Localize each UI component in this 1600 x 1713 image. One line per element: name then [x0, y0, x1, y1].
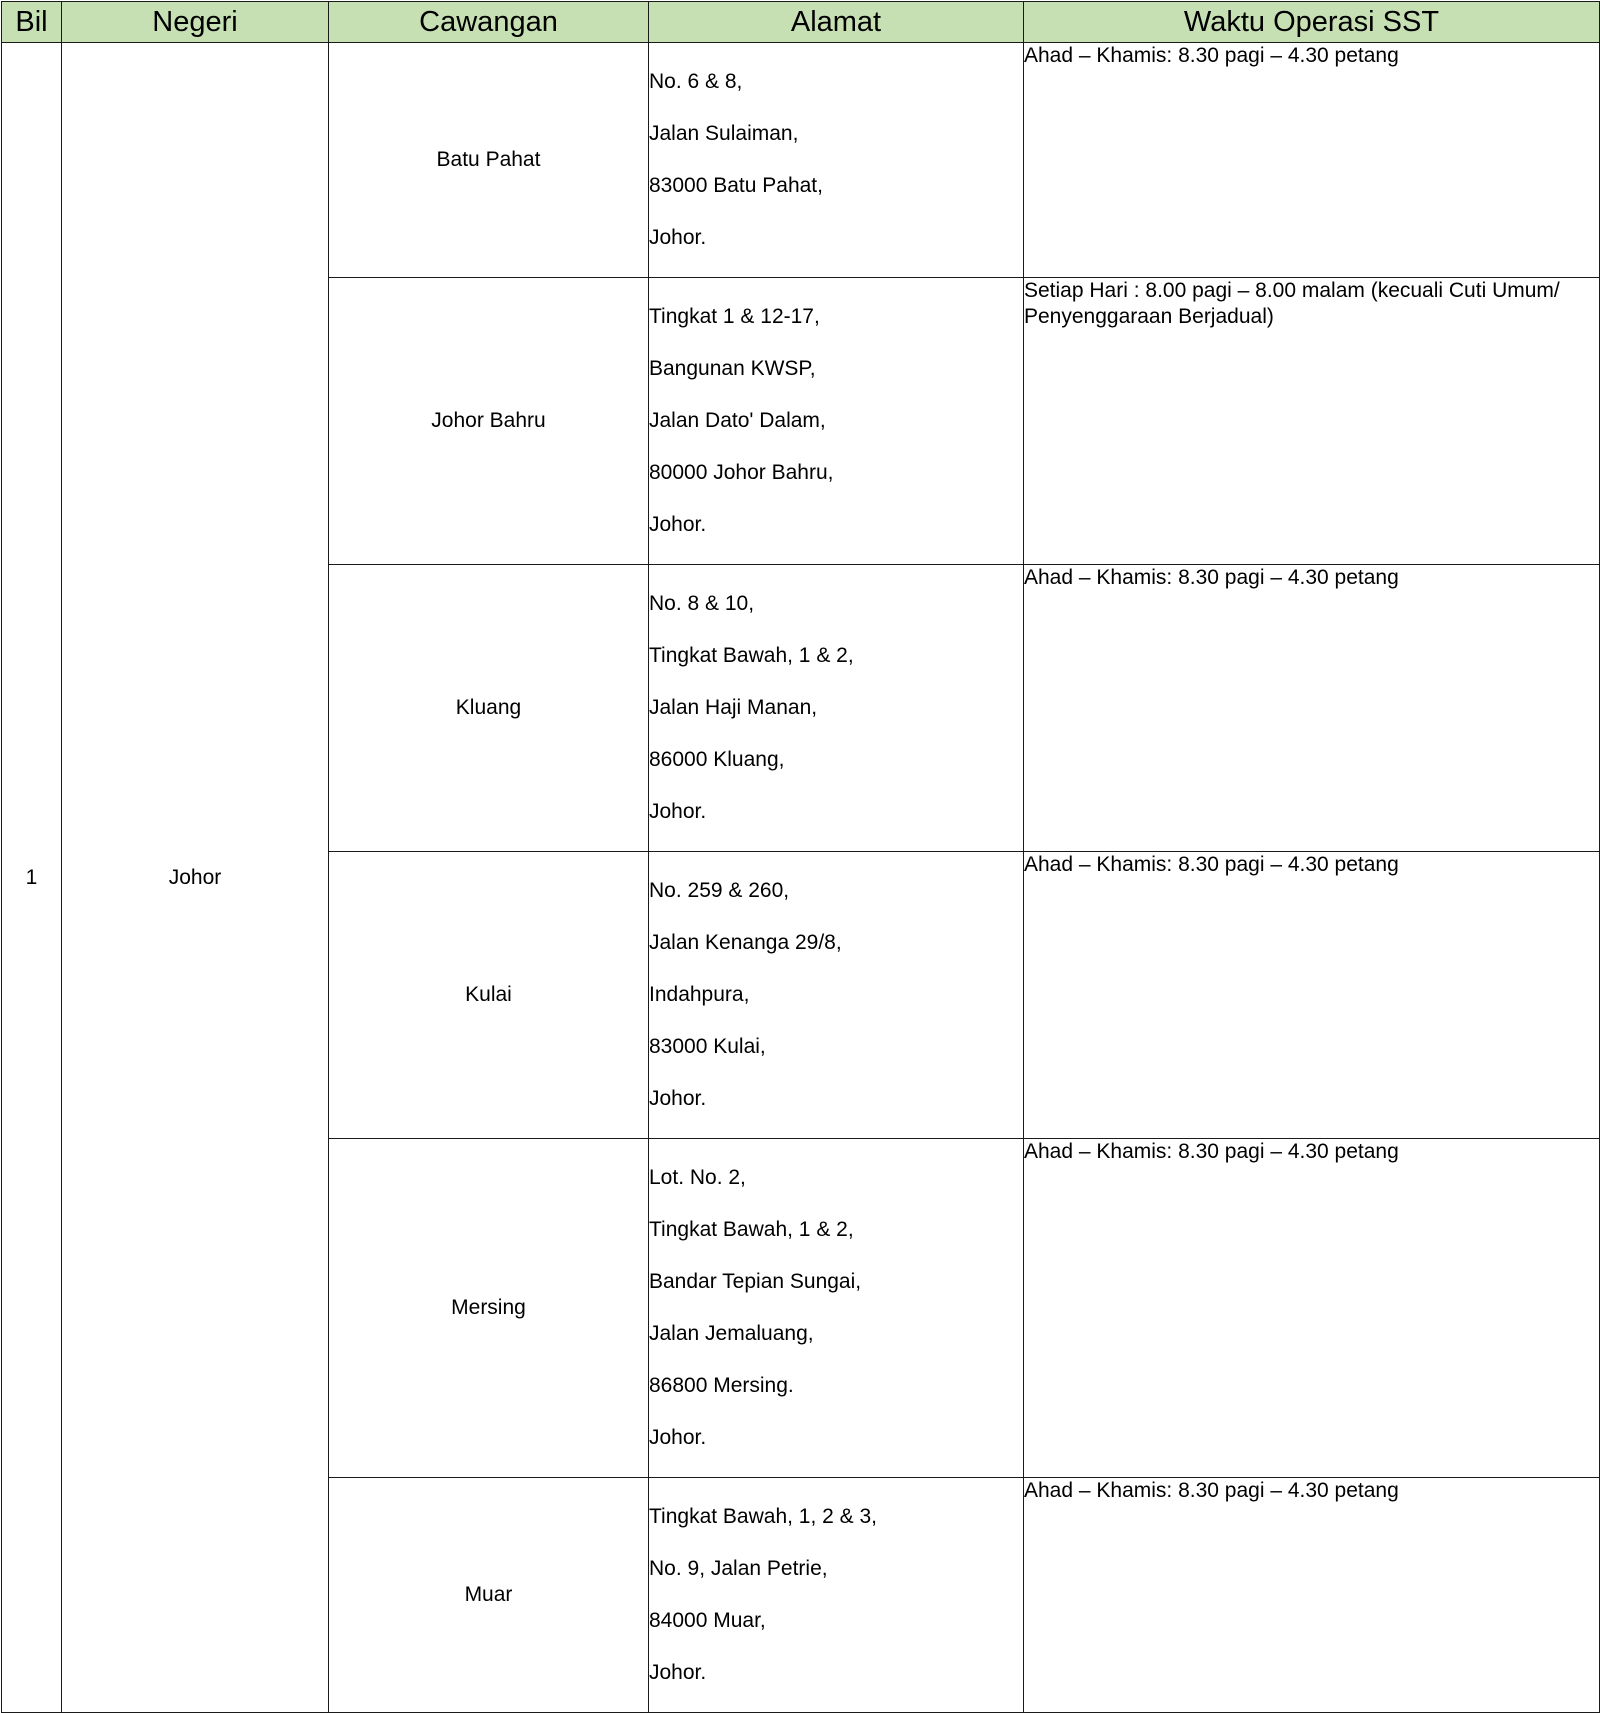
cell-cawangan: Muar: [329, 1478, 649, 1713]
cell-waktu-operasi: Ahad – Khamis: 8.30 pagi – 4.30 petang: [1024, 852, 1600, 1139]
address-line: No. 8 & 10,: [649, 592, 755, 615]
cell-alamat: [649, 852, 1024, 1139]
address-line: Tingkat Bawah, 1 & 2,: [649, 644, 854, 667]
address-line: No. 6 & 8,: [649, 70, 743, 93]
address-line: 84000 Muar,: [649, 1609, 766, 1632]
address-line: Johor.: [649, 1087, 707, 1110]
address-line: Johor.: [649, 513, 707, 536]
table-body: [2, 43, 1600, 1713]
address-line: Johor.: [649, 1426, 707, 1449]
header-alamat: Alamat: [649, 2, 1024, 43]
address-line: Bangunan KWSP,: [649, 357, 816, 380]
cell-cawangan: Johor Bahru: [329, 278, 649, 565]
address-line: No. 9, Jalan Petrie,: [649, 1557, 828, 1580]
sst-branch-table: [1, 1, 1600, 1713]
cell-cawangan: Batu Pahat: [329, 43, 649, 278]
cell-cawangan: Kluang: [329, 565, 649, 852]
address-line: Tingkat 1 & 12-17,: [649, 305, 820, 328]
cell-alamat: [649, 278, 1024, 565]
cell-negeri: Johor: [62, 43, 329, 1713]
table-row: [2, 43, 1600, 278]
address-line: 86800 Mersing.: [649, 1374, 794, 1397]
address-line: 83000 Batu Pahat,: [649, 174, 823, 197]
header-row: [2, 2, 1600, 43]
cell-alamat: [649, 43, 1024, 278]
address-line: Bandar Tepian Sungai,: [649, 1270, 862, 1293]
address-line: Indahpura,: [649, 983, 750, 1006]
address-line: Jalan Jemaluang,: [649, 1322, 814, 1345]
header-cawangan: Cawangan: [329, 2, 649, 43]
cell-alamat: [649, 1478, 1024, 1713]
address-line: Jalan Sulaiman,: [649, 122, 799, 145]
address-line: 80000 Johor Bahru,: [649, 461, 834, 484]
address-line: Tingkat Bawah, 1, 2 & 3,: [649, 1505, 878, 1528]
cell-cawangan: Kulai: [329, 852, 649, 1139]
header-negeri: Negeri: [62, 2, 329, 43]
address-line: 86000 Kluang,: [649, 748, 785, 771]
cell-alamat: [649, 1139, 1024, 1478]
address-line: No. 259 & 260,: [649, 879, 790, 902]
address-line: Tingkat Bawah, 1 & 2,: [649, 1218, 854, 1241]
table-header: [2, 2, 1600, 43]
address-line: 83000 Kulai,: [649, 1035, 766, 1058]
cell-waktu-operasi: Setiap Hari : 8.00 pagi – 8.00 malam (kecuali Cuti Umum/ Penyenggaraan Berjadual): [1024, 278, 1600, 565]
address-line: Johor.: [649, 800, 707, 823]
cell-bil: 1: [2, 43, 62, 1713]
cell-waktu-operasi: Ahad – Khamis: 8.30 pagi – 4.30 petang: [1024, 565, 1600, 852]
address-line: Johor.: [649, 226, 707, 249]
cell-cawangan: Mersing: [329, 1139, 649, 1478]
address-line: Johor.: [649, 1661, 707, 1684]
cell-alamat: [649, 565, 1024, 852]
address-line: Jalan Dato' Dalam,: [649, 409, 826, 432]
cell-waktu-operasi: Ahad – Khamis: 8.30 pagi – 4.30 petang: [1024, 43, 1600, 278]
address-line: Jalan Kenanga 29/8,: [649, 931, 842, 954]
cell-waktu-operasi: Ahad – Khamis: 8.30 pagi – 4.30 petang: [1024, 1478, 1600, 1713]
address-line: Lot. No. 2,: [649, 1166, 746, 1189]
header-bil: Bil: [2, 2, 62, 43]
address-line: Jalan Haji Manan,: [649, 696, 818, 719]
cell-waktu-operasi: Ahad – Khamis: 8.30 pagi – 4.30 petang: [1024, 1139, 1600, 1478]
header-waktu-operasi: Waktu Operasi SST: [1024, 2, 1600, 43]
